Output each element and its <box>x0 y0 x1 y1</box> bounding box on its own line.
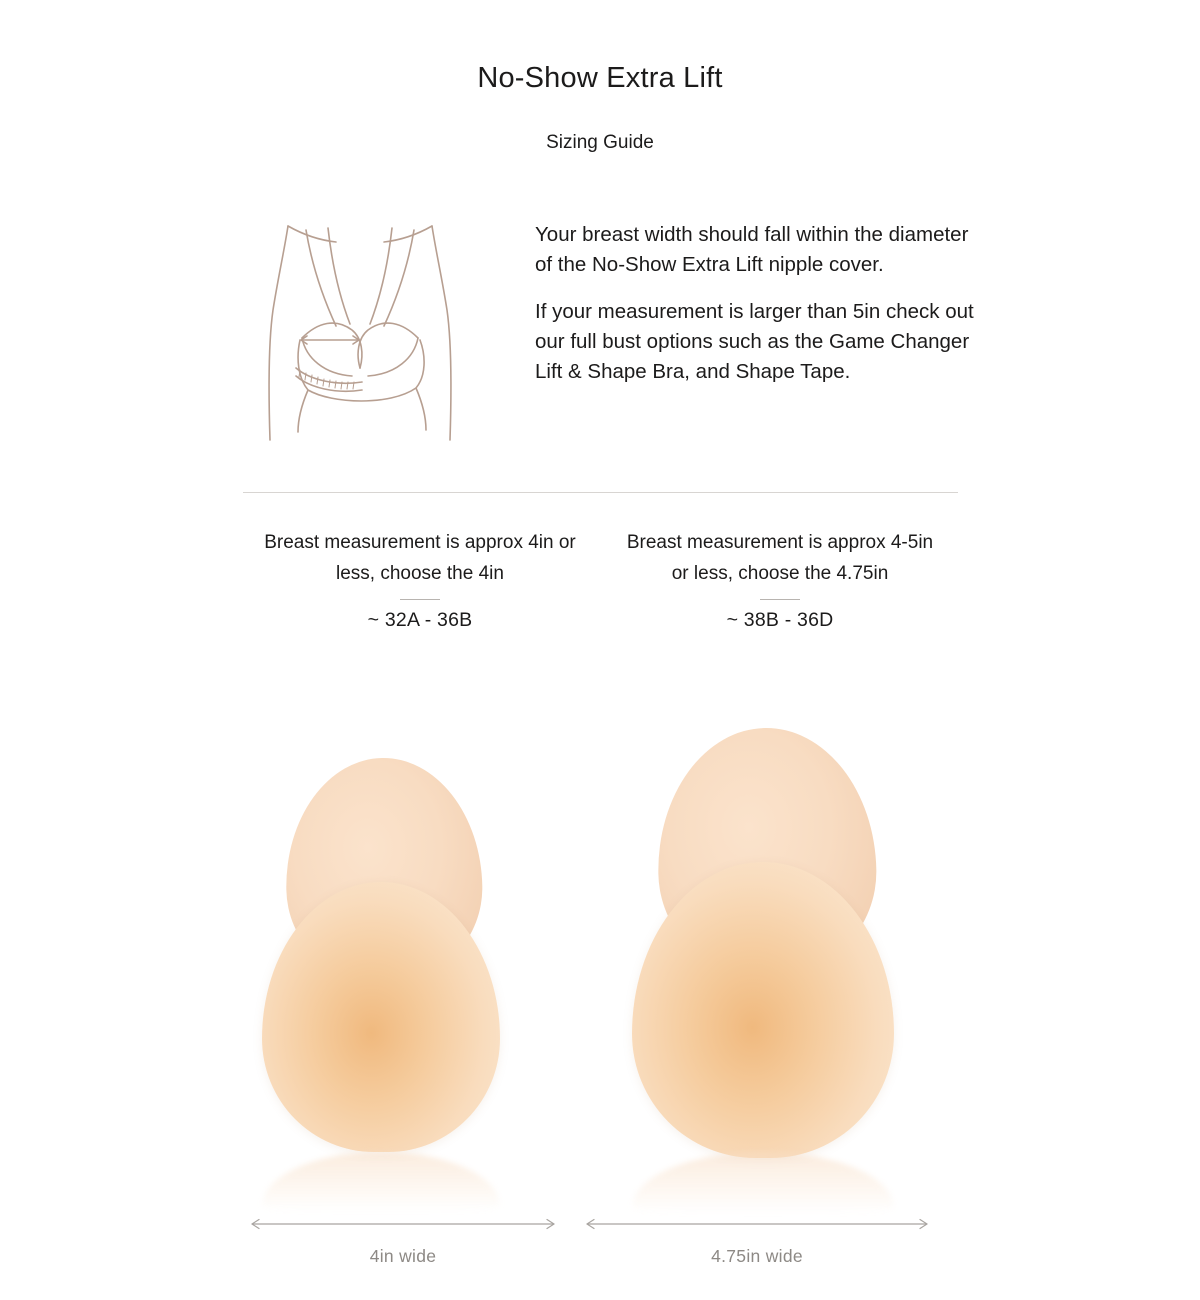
size-column-4in <box>240 528 600 632</box>
width-arrow-icon <box>583 1218 931 1230</box>
torso-bra-measure-illustration <box>240 218 480 458</box>
size-column-475in <box>600 528 960 632</box>
width-caption: 4.75in wide <box>711 1246 803 1266</box>
size-description: Breast measurement is approx 4-5in or less, choose the 4.75in <box>626 532 934 584</box>
page-title: No-Show Extra Lift <box>477 62 723 94</box>
size-description: Breast measurement is approx 4in or less, choose the 4in <box>264 532 576 584</box>
column-rule <box>400 599 440 600</box>
intro-paragraph-1: Your breast width should fall within the diameter of the No-Show Extra Lift nipple cover. <box>535 223 969 276</box>
width-caption: 4in wide <box>369 1246 437 1266</box>
product-reflection <box>632 1152 894 1214</box>
width-measure-475in <box>583 1218 931 1288</box>
size-columns <box>240 528 960 632</box>
width-measure-4in <box>248 1218 558 1288</box>
width-arrow-icon <box>248 1218 558 1230</box>
section-divider <box>243 492 958 493</box>
product-images <box>0 700 1200 1230</box>
intro-section <box>240 210 974 460</box>
product-reflection <box>262 1152 500 1212</box>
intro-text <box>535 220 975 405</box>
page-subtitle: Sizing Guide <box>546 132 654 153</box>
product-image-475in <box>570 700 970 1220</box>
column-rule <box>760 599 800 600</box>
size-range: ~ 38B - 36D <box>726 608 834 631</box>
intro-paragraph-2: If your measurement is larger than 5in check out our full bust options such as the Game Changer Lift & Shape Bra, and Shape Tape. <box>535 300 974 383</box>
size-range: ~ 32A - 36B <box>367 608 473 631</box>
product-image-4in <box>200 700 600 1220</box>
